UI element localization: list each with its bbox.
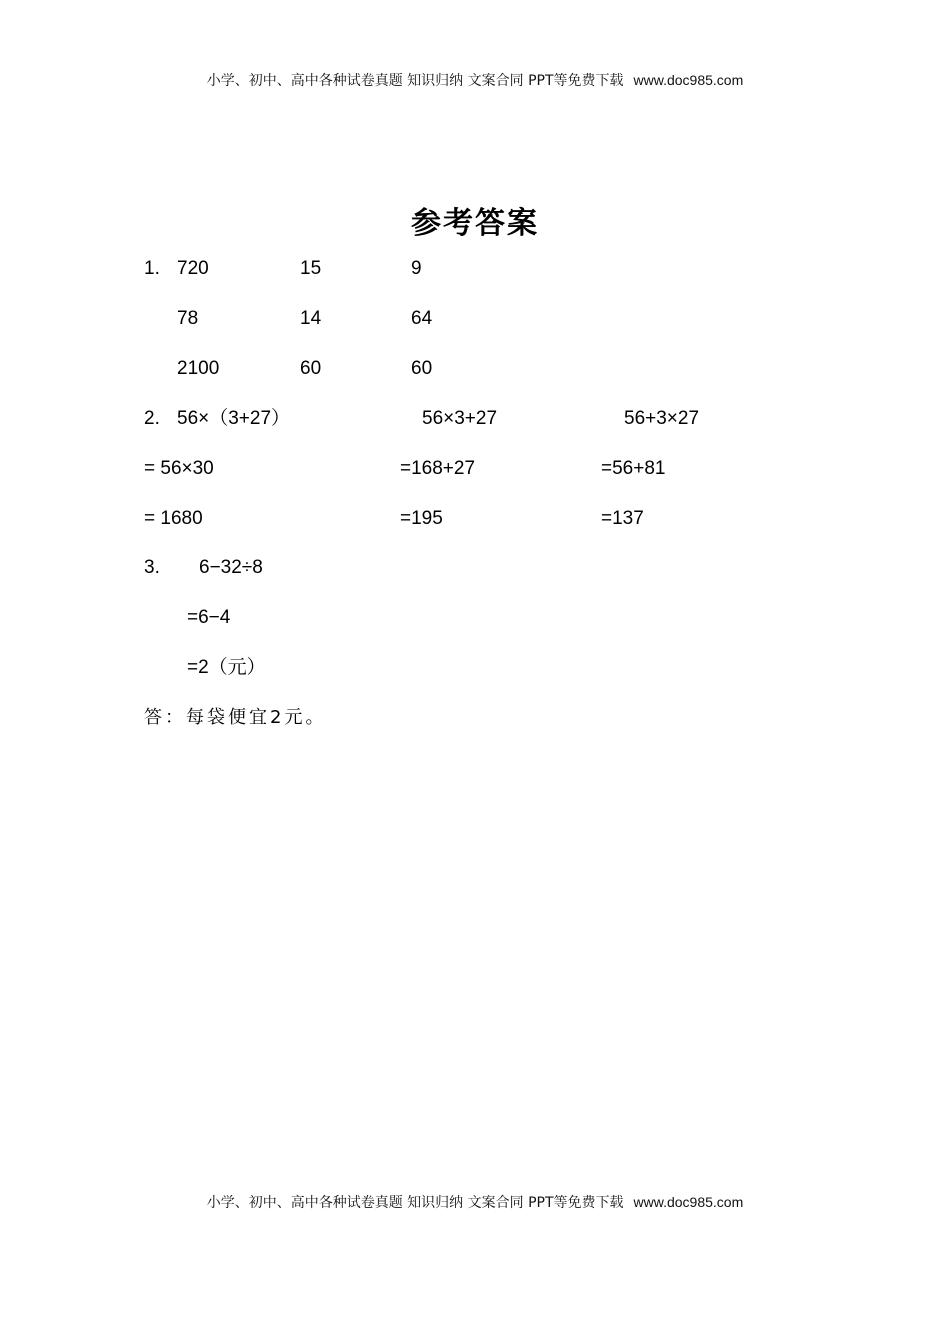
- q1-cell: 720: [177, 258, 209, 279]
- q3-step: =6−4: [187, 607, 231, 628]
- q3-result: =2（元）: [187, 657, 266, 678]
- q1-cell: 15: [300, 258, 322, 279]
- q2-expr-a: 56×（3+27）: [177, 408, 291, 429]
- q1-cell: 64: [411, 308, 433, 329]
- q3-answer: 答：每袋便宜2元。: [144, 707, 327, 728]
- q1-cell: 60: [300, 358, 322, 379]
- q3-expr: 6−32÷8: [199, 557, 263, 578]
- q1-cell: 2100: [177, 358, 220, 379]
- header-url[interactable]: www.doc985.com: [633, 72, 744, 88]
- q1-cell: 9: [411, 258, 422, 279]
- q2-result-c: =137: [601, 508, 644, 529]
- q2-result-a: = 1680: [144, 508, 203, 529]
- footer-text: 小学、初中、高中各种试卷真题 知识归纳 文案合同 PPT等免费下载: [206, 1195, 624, 1211]
- page-footer: [0, 1192, 950, 1212]
- q2-label: 2.: [144, 408, 160, 429]
- q2-expr-b: 56×3+27: [422, 408, 498, 429]
- q2-step-c: =56+81: [601, 458, 666, 479]
- q1-cell: 60: [411, 358, 433, 379]
- q1-cell: 14: [300, 308, 322, 329]
- q2-result-b: =195: [400, 508, 443, 529]
- q2-expr-c: 56+3×27: [624, 408, 700, 429]
- page-header: [0, 70, 950, 90]
- q3-label: 3.: [144, 557, 160, 578]
- footer-url[interactable]: www.doc985.com: [633, 1194, 744, 1210]
- header-text: 小学、初中、高中各种试卷真题 知识归纳 文案合同 PPT等免费下载: [206, 73, 624, 89]
- q2-step-a: = 56×30: [144, 458, 214, 479]
- page-title: 参考答案: [411, 206, 539, 241]
- q1-label: 1.: [144, 258, 160, 279]
- q1-cell: 78: [177, 308, 199, 329]
- q2-step-b: =168+27: [400, 458, 476, 479]
